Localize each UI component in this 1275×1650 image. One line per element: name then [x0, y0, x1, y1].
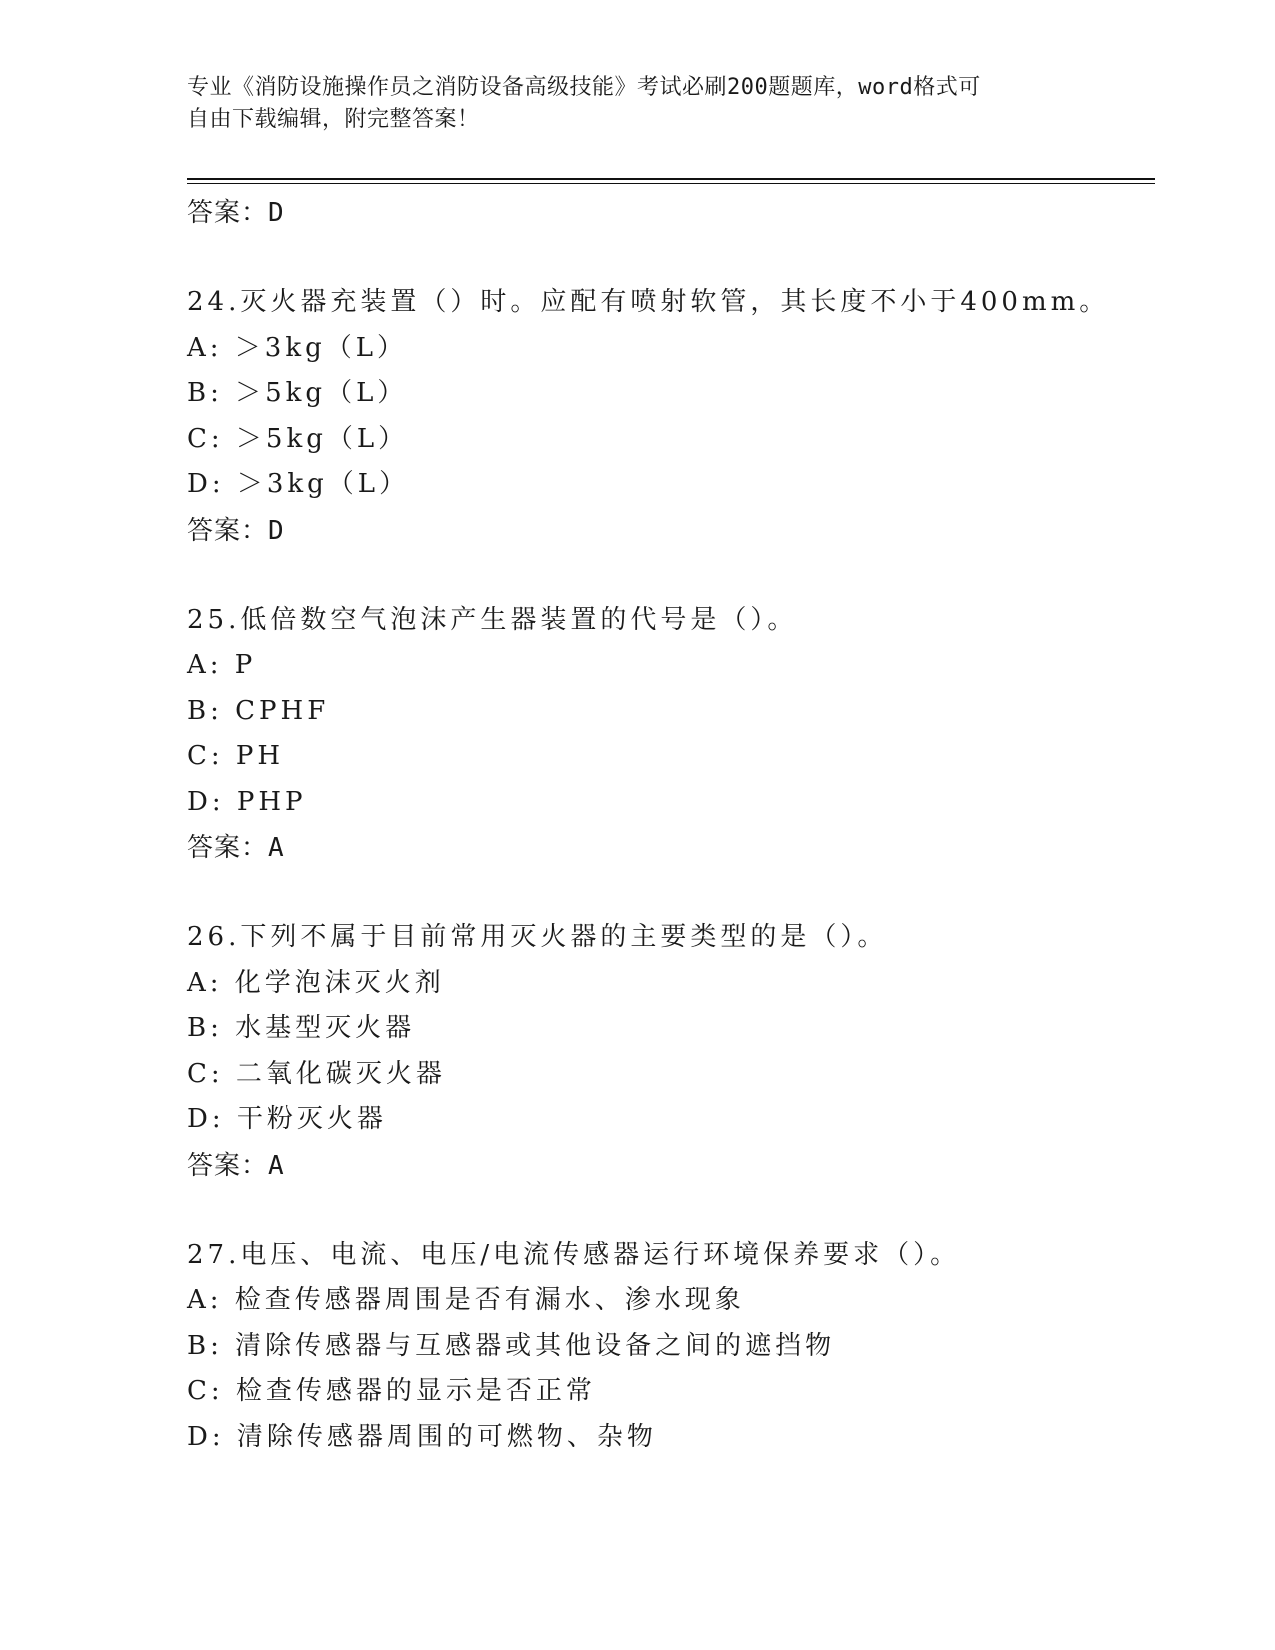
option-d: D: ＞3kg（L）: [187, 469, 410, 499]
question-stem: 24.灭火器充装置（）时。应配有喷射软管，其长度不小于400mm。: [187, 287, 1110, 317]
question-27: [187, 1233, 1155, 1461]
option-d: D: 干粉灭火器: [187, 1104, 387, 1134]
question-25: [187, 598, 1155, 872]
option-d: D: 清除传感器周围的可燃物、杂物: [187, 1421, 657, 1452]
option-a: A: 检查传感器周围是否有漏水、渗水现象: [187, 1285, 745, 1315]
question-answer: 答案：A: [187, 833, 285, 863]
question-answer: 答案：D: [187, 515, 285, 546]
spacer: [187, 236, 1155, 280]
option-c: C: 二氧化碳灭火器: [187, 1058, 446, 1089]
question-answer: 答案：A: [187, 1150, 285, 1181]
header-line-1: 专业《消防设施操作员之消防设备高级技能》考试必刷200题题库，word格式可: [187, 75, 981, 100]
header-divider-thick: [187, 178, 1155, 180]
question-26: [187, 915, 1155, 1189]
option-a: A: P: [187, 650, 257, 680]
previous-answer: 答案：D: [187, 198, 285, 228]
question-stem: 25.低倍数空气泡沫产生器装置的代号是（）。: [187, 604, 798, 635]
option-a: A: ＞3kg（L）: [187, 332, 408, 363]
question-24: [187, 280, 1155, 554]
spacer: [187, 554, 1155, 598]
header-divider-thin: [187, 183, 1155, 184]
option-b: B: 水基型灭火器: [187, 1013, 416, 1043]
header-line-2: 自由下载编辑，附完整答案！: [187, 107, 480, 132]
option-d: D: PHP: [187, 786, 307, 817]
option-b: B: CPHF: [187, 695, 330, 726]
option-a: A: 化学泡沫灭火剂: [187, 967, 445, 998]
question-stem: 27.电压、电流、电压/电流传感器运行环境保养要求（）。: [187, 1239, 961, 1270]
document-body: [187, 190, 1155, 1460]
question-stem: 26.下列不属于目前常用灭火器的主要类型的是（）。: [187, 922, 888, 952]
option-c: C: 检查传感器的显示是否正常: [187, 1376, 596, 1406]
option-b: B: 清除传感器与互感器或其他设备之间的遮挡物: [187, 1330, 836, 1361]
option-c: C: ＞5kg（L）: [187, 423, 409, 454]
option-c: C: PH: [187, 741, 285, 771]
spacer: [187, 1189, 1155, 1233]
option-b: B: ＞5kg（L）: [187, 378, 408, 408]
spacer: [187, 871, 1155, 915]
document-header: [187, 72, 1087, 136]
